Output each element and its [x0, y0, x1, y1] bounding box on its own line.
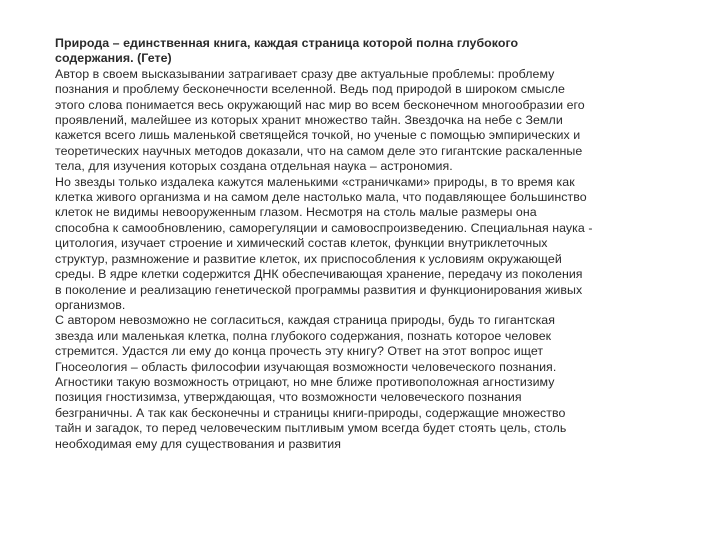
essay-line: клетка живого организма и на самом деле настолько мала, что подавляющее большинство: [55, 190, 587, 205]
essay-line: Но звезды только издалека кажутся маленькими «страничками» природы, в то время как: [55, 174, 575, 189]
essay-line: звезда или маленькая клетка, полна глубокого содержания, познать которое человек: [55, 328, 552, 343]
essay-line: этого слова понимается весь окружающий нас мир во всем бесконечном многообразии его: [55, 97, 585, 112]
essay-title-line: Природа – единственная книга, каждая страница которой полна глубокого: [55, 36, 519, 50]
essay-line: в поколение и реализацию генетической программы развития и функционирования живых: [55, 282, 583, 297]
essay-line: теоретических научных методов доказали, что на самом деле это гигантские раскаленные: [55, 143, 583, 158]
essay-line: безграничны. А так как бесконечны и страницы книги-природы, содержащие множество: [55, 405, 566, 420]
essay-line: организмов.: [55, 297, 126, 312]
essay-line: цитология, изучает строение и химический состав клеток, функции внутриклеточных: [55, 236, 548, 251]
essay-line: Гносеология – область философии изучающая возможности человеческого познания.: [55, 359, 557, 374]
essay-line: способна к самообновлению, саморегуляции и самовоспроизведению. Специальная наука -: [55, 220, 593, 235]
essay-line: Автор в своем высказывании затрагивает сразу две актуальные проблемы: проблему: [55, 66, 555, 81]
essay-line: познания и проблему бесконечности вселенной. Ведь под природой в широком смысле: [55, 82, 565, 97]
essay-line: среды. В ядре клетки содержится ДНК обеспечивающая хранение, передачу из поколения: [55, 267, 583, 282]
essay-line: тайн и загадок, то перед человеческим пытливым умом всегда будет стоять цель, столь: [55, 421, 567, 436]
essay-title-line: содержания. (Гете): [55, 51, 172, 66]
essay-text: [55, 36, 667, 452]
essay-line: проявлений, малейшее из которых хранит множество тайн. Звездочка на небе с Земли: [55, 113, 563, 128]
essay-line: структур, размножение и развитие клеток, их приспособления к условиям окружающей: [55, 251, 562, 266]
essay-line: Агностики такую возможность отрицают, но мне ближе противоположная агностизиму: [55, 374, 555, 389]
essay-line: необходимая ему для существования и развития: [55, 436, 341, 451]
essay-line: кажется всего лишь маленькой светящейся точкой, но ученые с помощью эмпирических и: [55, 128, 581, 143]
essay-line: тела, для изучения которых создана отдельная наука – астрономия.: [55, 159, 453, 174]
essay-line: С автором невозможно не согласиться, каждая страница природы, будь то гигантская: [55, 313, 556, 328]
essay-line: клеток не видимы невооруженным глазом. Несмотря на столь малые размеры она: [55, 205, 537, 220]
essay-line: позиция гностизимза, утверждающая, что возможности человеческого познания: [55, 390, 522, 405]
essay-line: стремится. Удастся ли ему до конца прочесть эту книгу? Ответ на этот вопрос ищет: [55, 344, 544, 359]
